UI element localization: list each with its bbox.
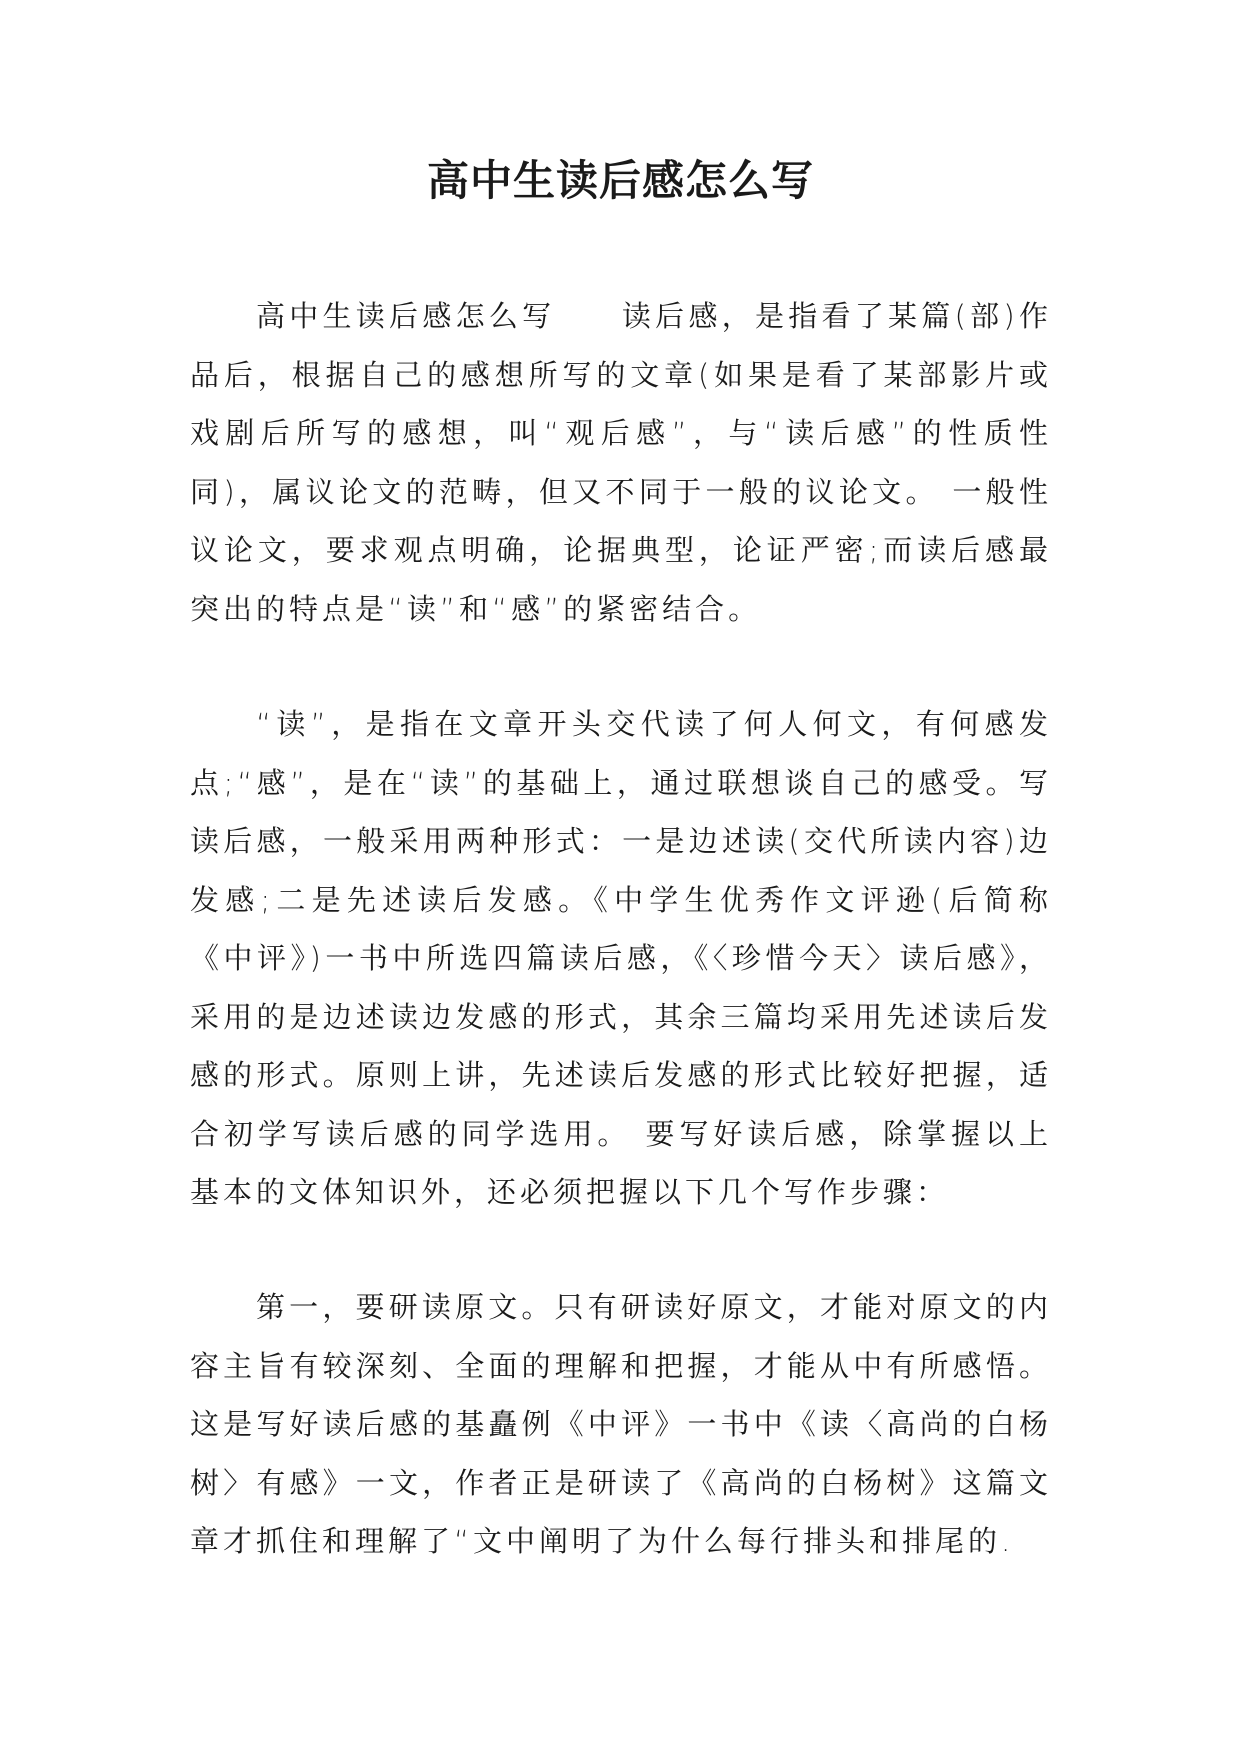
paragraph-1: 高中生读后感怎么写 读后感，是指看了某篇(部)作品后，根据自己的感想所写的文章(如果是看了某部影片或戏剧后所写的感想，叫“观后感”，与“读后感”的性质性同)，属议论文的范畴，但又不同于一般的议论文。 一般性议论文，要求观点明确，论据典型，论证严密;而读后感最突出的特点是“读”和“感”的紧密结合。 [190,299,1052,626]
document-title: 高中生读后感怎么写 [426,156,814,205]
paragraph-2: “读”，是指在文章开头交代读了何人何文，有何感发点;“感”，是在“读”的基础上，通过联想谈自己的感受。写读后感，一般采用两种形式：一是边述读(交代所读内容)边发感;二是先述读后发感。《中学生优秀作文评逊(后简称《中评》)一书中所选四篇读后感，《〈珍惜今天〉读后感》，采用的是边述读边发感的形式，其余三篇均采用先述读后发感的形式。原则上讲，先述读后发感的形式比较好把握，适合初学写读后感的同学选用。 要写好读后感，除掌握以上基本的文体知识外，还必须把握以下几个写作步骤： [190,707,1052,1209]
paragraph-3: 第一，要研读原文。只有研读好原文，才能对原文的内容主旨有较深刻、全面的理解和把握，才能从中有所感悟。这是写好读后感的基矗例《中评》一书中《读〈高尚的白杨树〉有感》一文，作者正是研读了《高尚的白杨树》这篇文章才抓住和理解了“文中阐明了为什么每行排头和排尾的. [190,1290,1052,1558]
